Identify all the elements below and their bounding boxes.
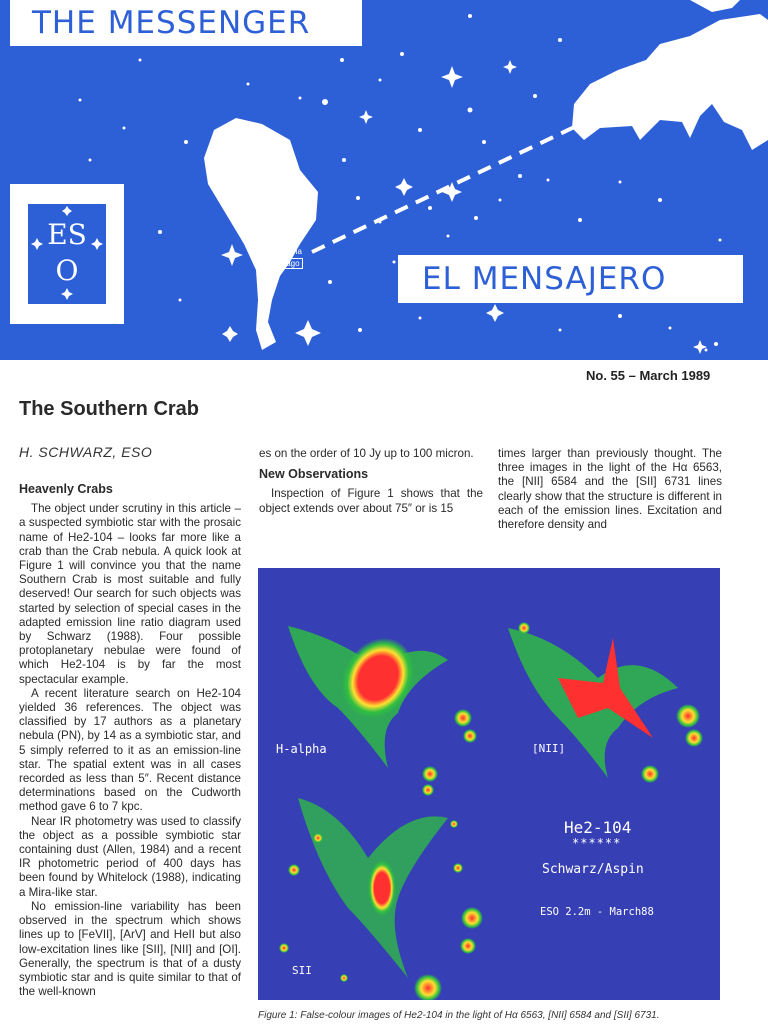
false-colour-figure <box>258 568 720 1000</box>
figure-credit: Schwarz/Aspin <box>542 862 644 877</box>
site-santiago: Santiago <box>265 258 303 269</box>
paragraph: times larger than previously thought. The three images in the light of the Hα 6563, the [NII] 6584 and the [SII] 6731 lines clearly show that the structure is different in each of the emission lines. Excitation and therefore density and <box>498 447 722 532</box>
europe-shape <box>572 14 768 150</box>
label-sii: SII <box>292 964 312 977</box>
telescope-label: ESO 2.2m - March88 <box>540 906 654 918</box>
masthead <box>0 0 768 360</box>
star-field <box>79 14 722 354</box>
munich-label: Munich <box>684 62 717 71</box>
svg-text:ES: ES <box>47 218 87 251</box>
section-heading-new-observations: New Observations <box>259 467 369 482</box>
paragraph: A recent literature search on He2-104 yielded 36 references. The object was classified by 17 authors as a planetary nebula (PN), by 14 as a symbiotic star, and 5 simply referred to it as an emission-line star. The spatial extent was in all cases recorded as less than 5″. Recent distance determinations based on the Cudworth method gave 6 to 7 kpc. <box>19 686 241 814</box>
site-la-serena: La Serena <box>265 247 302 256</box>
nebula-images <box>258 568 720 1000</box>
svg-text:O: O <box>55 254 79 287</box>
label-halpha: H-alpha <box>276 742 327 756</box>
site-la-silla: La Silla <box>265 238 292 247</box>
dashed-route-line <box>312 110 610 252</box>
asterisk-row: ****** <box>572 836 622 850</box>
issue-number: No. 55 – March 1989 <box>586 368 711 383</box>
figure-caption: Figure 1: False-colour images of He2-104 in the light of Hα 6563, [NII] 6584 and [SII] 6731. <box>258 1010 660 1021</box>
eso-logo <box>10 184 124 324</box>
paragraph: The object under scrutiny in this article – a suspected symbiotic star with the prosaic name of He2-104 – looks far more like a crab than the Crab nebula. A quick look at Figure 1 will convince you that the name Southern Crab is most suitable and fully deserved! Our search for such objects was started by selection of special cases in the adapted emission line ratio diagram used by Schwarz (1988). Four possible protoplanetary nebulae were found of which He2-104 is by far the most spectacular example. <box>19 502 241 686</box>
eso-emblem-icon <box>28 204 106 304</box>
section-heading-heavenly-crabs: Heavenly Crabs <box>19 482 113 496</box>
paragraph: Inspection of Figure 1 shows that the object extends over about 75″ or is 15 <box>259 487 483 515</box>
article-title: The Southern Crab <box>19 398 200 420</box>
nii-nebula <box>508 622 703 783</box>
paragraph: es on the order of 10 Jy up to 100 micron. <box>259 447 474 460</box>
column-1 <box>19 482 241 999</box>
masthead-subtitle: EL MENSAJERO <box>398 255 743 303</box>
south-america-shape <box>204 118 318 350</box>
object-name: He2-104 <box>564 818 632 837</box>
label-nii: [NII] <box>532 742 566 755</box>
paragraph: Near IR photometry was used to classify the object as a possible symbiotic star containing dust (Allen, 1984) and a recent IR photometric period of 400 days has been found by Whitelock (1988), indicating a Mira-like star. <box>19 814 241 899</box>
paragraph: No emission-line variability has been observed in the spectrum which shows lines up to [FeVII], [ArV] and HeII but also low-excitation lines like [SII], [NII] and [OI]. Generally, the spectrum is that of a dusty symbiotic star and is quite similar to that of the well-known <box>19 899 241 999</box>
masthead-title: THE MESSENGER <box>10 0 362 46</box>
column-3 <box>498 447 722 532</box>
column-2 <box>259 447 483 516</box>
article-author: H. SCHWARZ, ESO <box>19 444 153 460</box>
site-list <box>258 238 303 268</box>
